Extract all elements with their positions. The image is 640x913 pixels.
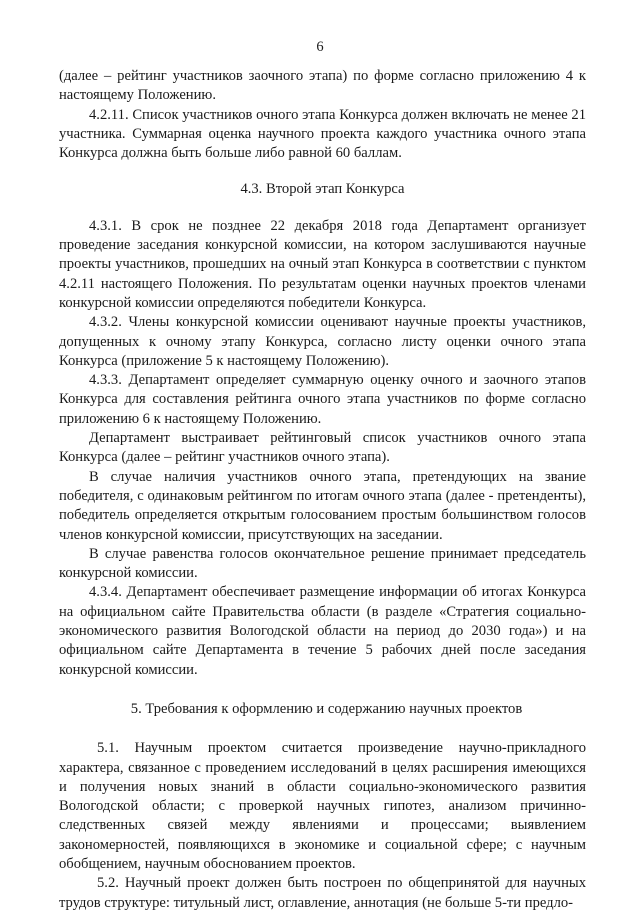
paragraph-4-3-1: 4.3.1. В срок не позднее 22 декабря 2018 года Департамент организует проведение заседания конкурсной комиссии, на котором заслушиваются научные проекты участников, прошедших на очный этап Конкурса в соответствии с пунктом 4.2.11 настоящего Положения. По результатам оценки научных проектов членами конкурсной комиссии определяются победители Конкурса. [59, 217, 586, 311]
document-body [59, 67, 586, 913]
paragraph-continuation: (далее – рейтинг участников заочного этапа) по форме согласно приложению 4 к настоящему Положению. [59, 68, 586, 104]
paragraph-rating-list: Департамент выстраивает рейтинговый список участников очного этапа Конкурса (далее – рейтинг участников очного этапа). [59, 430, 586, 466]
paragraph-5-2: 5.2. Научный проект должен быть построен по общепринятой для научных трудов структуре: титульный лист, оглавление, аннотация (не больше 5-ти предло- [59, 875, 586, 911]
paragraph-equal-rating: В случае наличия участников очного этапа, претендующих на звание победителя, с одинаковым рейтингом по итогам очного этапа (далее - претенденты), победитель определяется открытым голосованием простым большинством голосов членов конкурсной комиссии, присутствующих на заседании. [59, 468, 586, 543]
paragraph-4-3-2: 4.3.2. Члены конкурсной комиссии оценивают научные проекты участников, допущенных к очному этапу Конкурса, согласно листу оценки очного этапа Конкурса (приложение 5 к настоящему Положению). [59, 314, 586, 369]
paragraph-4-3-3: 4.3.3. Департамент определяет суммарную оценку очного и заочного этапов Конкурса для составления рейтинга очного этапа участников по форме согласно приложению 6 к настоящему Положению. [59, 372, 586, 427]
paragraph-equal-votes: В случае равенства голосов окончательное решение принимает председатель конкурсной комиссии. [59, 545, 586, 582]
section-heading-4-3: 4.3. Второй этап Конкурса [240, 181, 405, 198]
paragraph-4-2-11: 4.2.11. Список участников очного этапа Конкурса должен включать не менее 21 участника. Суммарная оценка научного проекта каждого участника очного этапа Конкурса должна быть больше либо равной 60 баллам. [59, 106, 586, 162]
page-number: 6 [316, 39, 324, 55]
section-heading-5: 5. Требования к оформлению и содержанию научных проектов [130, 700, 523, 717]
paragraph-4-3-4: 4.3.4. Департамент обеспечивает размещение информации об итогах Конкурса на официальном сайте Правительства области (в разделе «Стратегия социально-экономического развития Вологодской области на период до 2030 года») и на официальном сайте Департамента в течение 5 рабочих дней после заседания конкурсной комиссии. [59, 584, 586, 678]
paragraph-5-1: 5.1. Научным проектом считается произведение научно-прикладного характера, связанное с проведением исследований в целях расширения имеющихся и получения новых знаний в области социально-экономического развития Вологодской области; с проверкой научных гипотез, анализом причинно-следственных связей между явлениями и процессами; выявлением закономерностей, появляющихся в экономике и социальной сфере; с научным обобщением, научным обоснованием проектов. [59, 740, 586, 872]
